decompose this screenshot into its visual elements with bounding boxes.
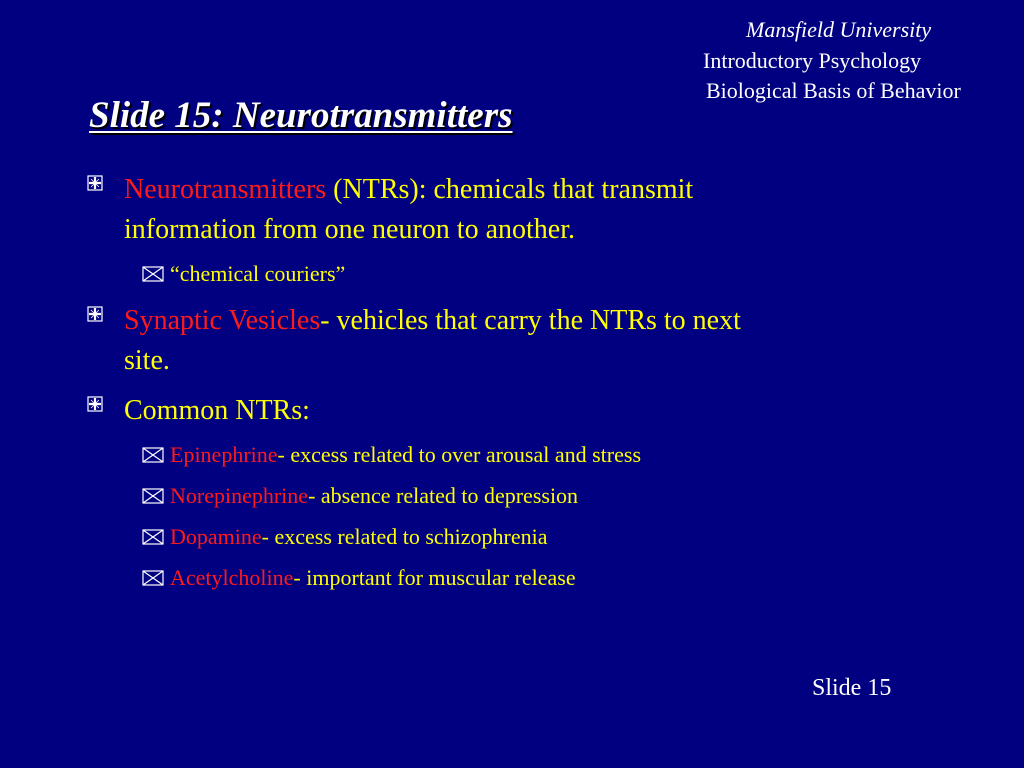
bullet-common-ntrs <box>124 391 914 431</box>
cross-bullet-icon <box>87 306 103 322</box>
ntr-description: - excess related to over arousal and stress <box>277 442 642 467</box>
ntr-description: - important for muscular release <box>293 565 576 590</box>
bullet-text: (NTRs): chemicals that transmit <box>326 174 694 205</box>
cross-bullet-icon <box>87 175 103 191</box>
ntr-description: - absence related to depression <box>308 483 579 508</box>
envelope-icon <box>142 570 164 586</box>
term-epinephrine: Epinephrine <box>170 442 278 467</box>
term-neurotransmitters: Neurotransmitters <box>124 174 327 205</box>
term-synaptic-vesicles: Synaptic Vesicles <box>124 305 321 336</box>
slide-title: Slide 15: Neurotransmitters <box>89 95 513 136</box>
header-topic: Biological Basis of Behavior <box>706 78 961 103</box>
term-norepinephrine: Norepinephrine <box>170 483 309 508</box>
bullet-text-continued: information from one neuron to another. <box>124 214 575 245</box>
ntr-description: - excess related to schizophrenia <box>261 524 548 549</box>
bullet-synaptic-vesicles <box>124 301 914 381</box>
cross-bullet-icon <box>87 396 103 412</box>
sub-bullet-chemical-couriers <box>170 260 345 288</box>
envelope-icon <box>142 266 164 282</box>
bullet-text: Common NTRs: <box>124 395 310 426</box>
envelope-icon <box>142 488 164 504</box>
header-university: Mansfield University <box>746 17 932 42</box>
bullet-neurotransmitters <box>124 170 914 250</box>
term-dopamine: Dopamine <box>170 524 262 549</box>
sub-bullet-dopamine <box>170 523 548 551</box>
envelope-icon <box>142 447 164 463</box>
sub-bullet-text: “chemical couriers” <box>170 261 346 286</box>
header-course: Introductory Psychology <box>703 48 922 73</box>
term-acetylcholine: Acetylcholine <box>170 565 294 590</box>
envelope-icon <box>142 529 164 545</box>
sub-bullet-norepinephrine <box>170 482 578 510</box>
bullet-text-continued: site. <box>124 345 170 376</box>
sub-bullet-acetylcholine <box>170 564 576 592</box>
slide-number: Slide 15 <box>812 675 892 701</box>
bullet-text: - vehicles that carry the NTRs to next <box>320 305 741 336</box>
sub-bullet-epinephrine <box>170 441 641 469</box>
